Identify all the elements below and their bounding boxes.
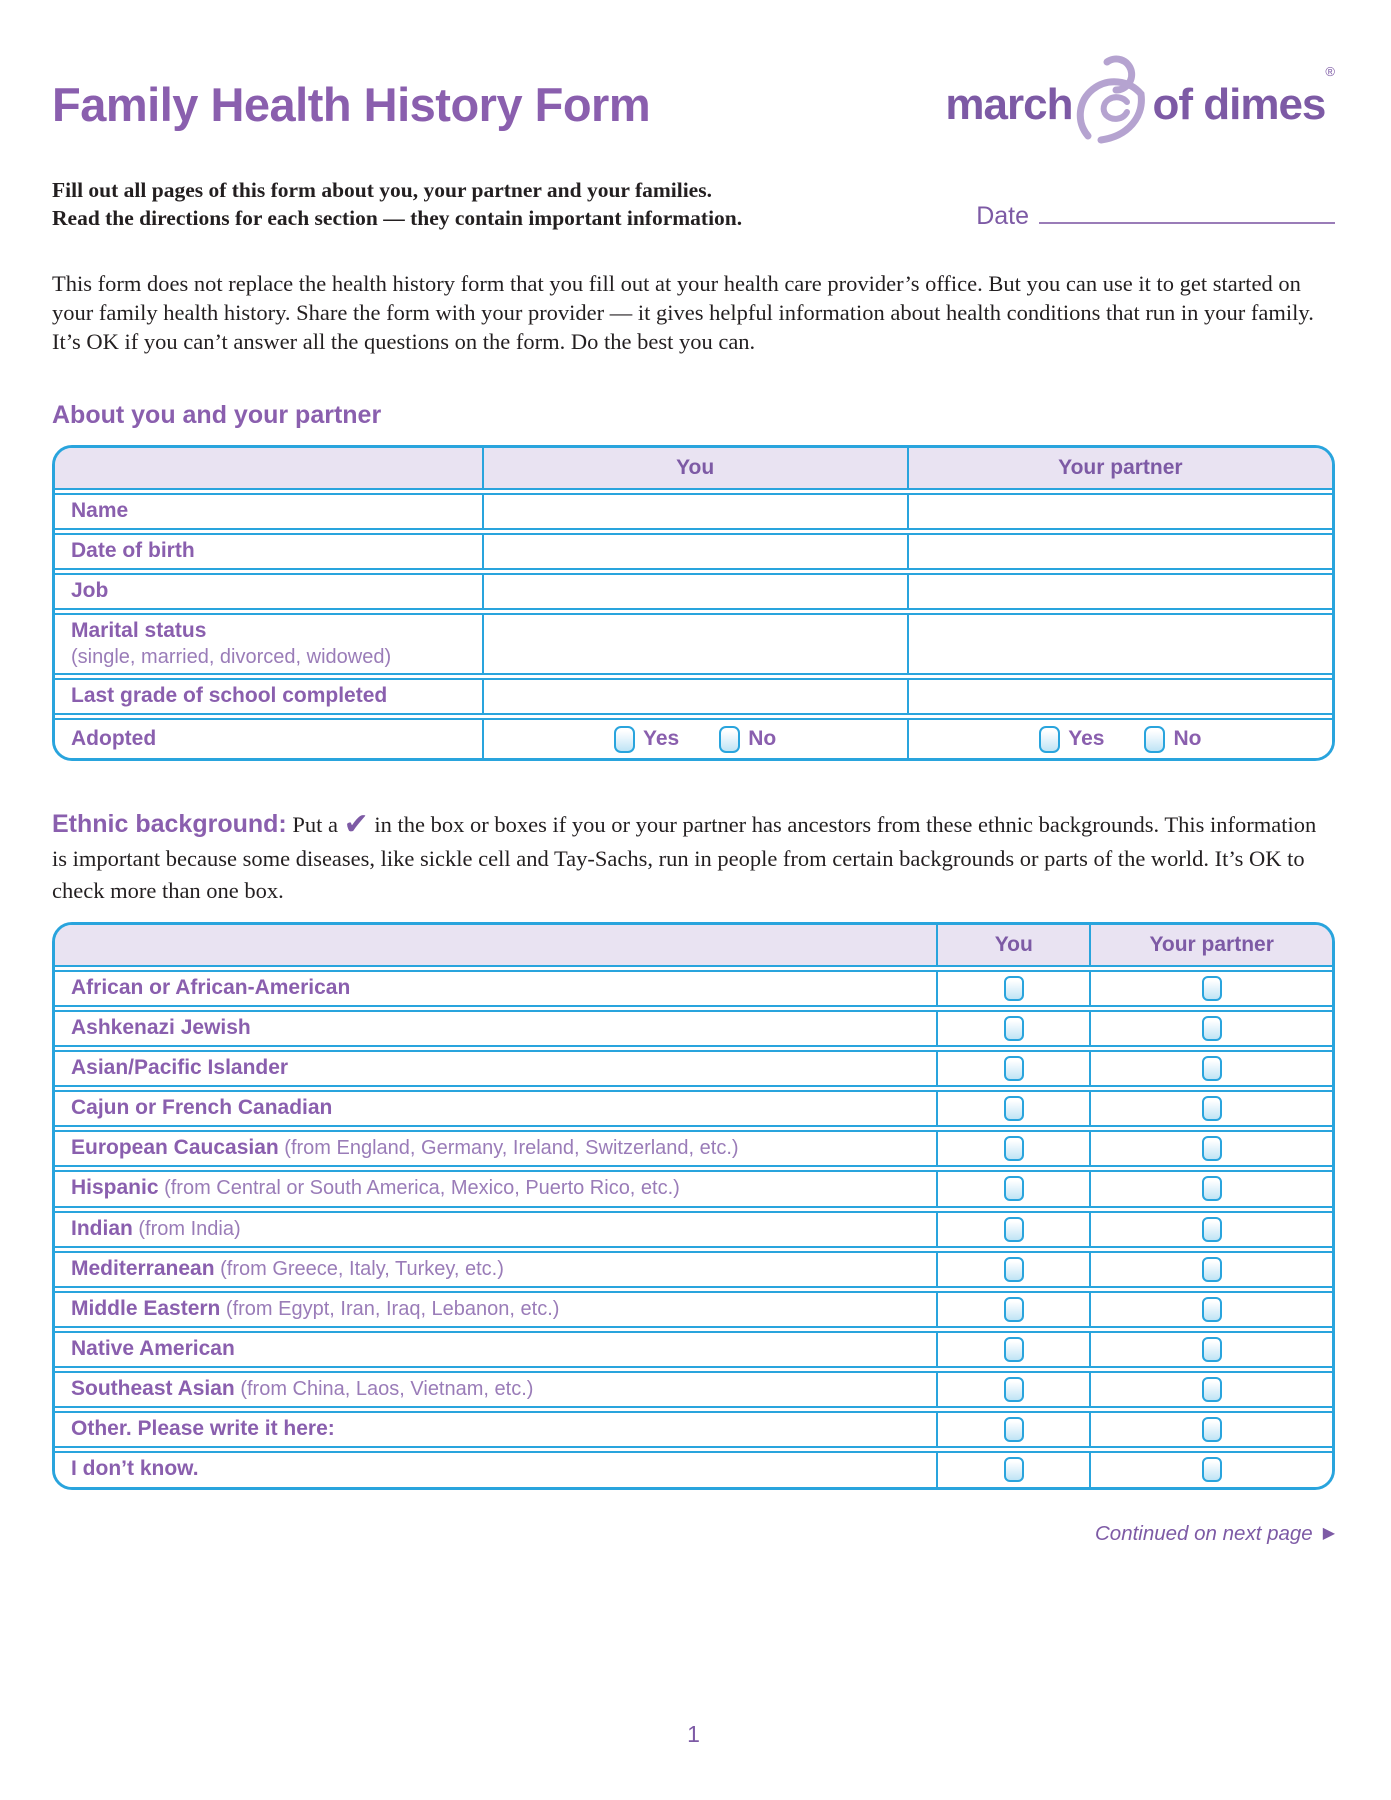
cajun-or-french-canadian-you-checkbox[interactable] — [1004, 1096, 1024, 1121]
ethnic-row-label-cell — [55, 1333, 936, 1366]
ashkenazi-jewish-partner-checkbox[interactable] — [1202, 1016, 1222, 1041]
native-american-partner-cell — [1089, 1333, 1332, 1366]
row-detail: (from India) — [132, 1217, 241, 1240]
adopted-you-no-checkbox[interactable] — [719, 726, 740, 753]
ethnic-header-you: You — [936, 925, 1089, 965]
adopted-partner-yes-option — [1039, 726, 1104, 753]
i-don-t-know-partner-cell — [1089, 1453, 1332, 1486]
about-header-your-partner: Your partner — [907, 448, 1332, 488]
ethnic-row-label-cell — [55, 1253, 936, 1286]
adopted-you-yes-checkbox[interactable] — [614, 726, 635, 753]
checkmark-icon: ✔ — [343, 807, 369, 843]
row-label: Last grade of school completed — [71, 684, 388, 708]
ethnic-row-label-cell — [55, 1132, 936, 1165]
ethnic-row-african-or-african-american — [55, 970, 1332, 1007]
job-partner-entry[interactable] — [907, 575, 1332, 608]
row-label: Name — [71, 498, 129, 522]
adopted-partner-yes-checkbox[interactable] — [1039, 726, 1060, 753]
southeast-asian-partner-checkbox[interactable] — [1202, 1377, 1222, 1402]
about-row-date-of-birth — [55, 533, 1332, 570]
row-label: Cajun or French Canadian — [71, 1096, 333, 1120]
ethnic-row-native-american — [55, 1331, 1332, 1368]
asian-pacific-islander-you-checkbox[interactable] — [1004, 1056, 1024, 1081]
european-caucasian-partner-checkbox[interactable] — [1202, 1136, 1222, 1161]
ashkenazi-jewish-you-cell — [936, 1012, 1089, 1045]
southeast-asian-you-checkbox[interactable] — [1004, 1377, 1024, 1402]
mediterranean-you-checkbox[interactable] — [1004, 1257, 1024, 1282]
section-heading-about: About you and your partner — [52, 400, 382, 429]
name-you-entry[interactable] — [482, 495, 907, 528]
row-label: Native American — [71, 1336, 235, 1360]
row-label: African or African-American — [71, 975, 351, 999]
cajun-or-french-canadian-partner-checkbox[interactable] — [1202, 1096, 1222, 1121]
i-don-t-know-you-cell — [936, 1453, 1089, 1486]
date-of-birth-partner-entry[interactable] — [907, 535, 1332, 568]
row-label: Marital status — [71, 619, 207, 643]
logo-word-of-dimes: of dimes — [1152, 79, 1326, 129]
ethnic-row-label-cell — [55, 1052, 936, 1085]
ethnic-row-indian — [55, 1211, 1332, 1248]
hispanic-partner-checkbox[interactable] — [1202, 1176, 1222, 1201]
ethnic-row-southeast-asian — [55, 1371, 1332, 1408]
mediterranean-partner-checkbox[interactable] — [1202, 1257, 1222, 1282]
middle-eastern-partner-checkbox[interactable] — [1202, 1297, 1222, 1322]
intro-instructions — [52, 177, 742, 233]
ethnic-row-middle-eastern — [55, 1291, 1332, 1328]
adopted-you-no-option — [719, 726, 776, 753]
checkbox-label: Yes — [643, 727, 680, 751]
asian-pacific-islander-partner-checkbox[interactable] — [1202, 1056, 1222, 1081]
adopted-you-options — [482, 720, 907, 758]
ethnic-row-i-don-t-know — [55, 1451, 1332, 1486]
southeast-asian-partner-cell — [1089, 1373, 1332, 1406]
ethnic-row-ashkenazi-jewish — [55, 1010, 1332, 1047]
european-caucasian-you-cell — [936, 1132, 1089, 1165]
row-detail: (from England, Germany, Ireland, Switzerland, etc.) — [278, 1137, 739, 1160]
row-label: Date of birth — [71, 538, 195, 562]
hispanic-partner-cell — [1089, 1172, 1332, 1205]
african-or-african-american-partner-cell — [1089, 972, 1332, 1005]
southeast-asian-you-cell — [936, 1373, 1089, 1406]
row-label: I don’t know. — [71, 1457, 199, 1481]
checkbox-label: Yes — [1068, 727, 1105, 751]
marital-status-partner-entry[interactable] — [907, 615, 1332, 673]
row-label: Job — [71, 578, 109, 602]
indian-you-checkbox[interactable] — [1004, 1217, 1024, 1242]
ethnic-table-header-row — [55, 925, 1332, 967]
name-partner-entry[interactable] — [907, 495, 1332, 528]
ashkenazi-jewish-partner-cell — [1089, 1012, 1332, 1045]
about-row-last-grade-of-school-completed — [55, 678, 1332, 715]
about-table-header-row — [55, 448, 1332, 490]
ethnic-row-label-cell — [55, 972, 936, 1005]
african-or-african-american-you-cell — [936, 972, 1089, 1005]
ethnic-background-table — [52, 922, 1335, 1490]
row-label: Mediterranean — [71, 1256, 215, 1280]
mother-baby-icon — [1074, 50, 1150, 151]
indian-you-cell — [936, 1213, 1089, 1246]
continued-note — [52, 1522, 1335, 1546]
i-don-t-know-partner-checkbox[interactable] — [1202, 1457, 1222, 1482]
last-grade-of-school-completed-partner-entry[interactable] — [907, 680, 1332, 713]
row-label: Indian — [71, 1216, 133, 1240]
native-american-you-checkbox[interactable] — [1004, 1337, 1024, 1362]
adopted-partner-no-option — [1144, 726, 1201, 753]
row-label: Southeast Asian — [71, 1377, 235, 1401]
march-of-dimes-logo — [945, 54, 1335, 155]
about-row-job — [55, 573, 1332, 610]
adopted-you-yes-option — [614, 726, 679, 753]
row-label: Ashkenazi Jewish — [71, 1015, 251, 1039]
date-label: Date — [976, 201, 1029, 230]
other-please-write-it-here-partner-checkbox[interactable] — [1202, 1417, 1222, 1442]
ethnic-intro — [52, 807, 1335, 906]
european-caucasian-you-checkbox[interactable] — [1004, 1136, 1024, 1161]
ethnic-instr-before: Put a — [292, 812, 338, 838]
row-label: European Caucasian — [71, 1136, 279, 1160]
middle-eastern-you-cell — [936, 1293, 1089, 1326]
ethnic-row-label-cell — [55, 1373, 936, 1406]
row-label: Other. Please write it here: — [71, 1417, 335, 1441]
about-row-label-cell — [55, 575, 482, 608]
checkbox-label: No — [748, 727, 777, 751]
row-label: Asian/Pacific Islander — [71, 1055, 289, 1079]
continued-text: Continued on next page — [1094, 1521, 1313, 1545]
intro-line-2: Read the directions for each section — they contain important information. — [52, 205, 743, 230]
intro-paragraph: This form does not replace the health history form that you fill out at your health care provider’s office. But you can use it to get started on your family health history. Share the form with your provider — it gives helpful information about health conditions that run in your family. It’s OK if you can’t answer all the questions on the form. Do the best you can. — [52, 270, 1314, 355]
about-row-label-cell — [55, 720, 482, 758]
intro-line-1: Fill out all pages of this form about you, your partner and your families. — [52, 178, 712, 202]
about-row-marital-status — [55, 613, 1332, 675]
intro-row — [52, 177, 1335, 233]
date-field — [976, 200, 1335, 231]
ethnic-row-european-caucasian — [55, 1130, 1332, 1167]
adopted-partner-options — [907, 720, 1332, 758]
about-row-label-cell — [55, 680, 482, 713]
middle-eastern-partner-cell — [1089, 1293, 1332, 1326]
i-don-t-know-you-checkbox[interactable] — [1004, 1457, 1024, 1482]
ethnic-header-empty-cell — [55, 925, 936, 965]
mediterranean-you-cell — [936, 1253, 1089, 1286]
ethnic-row-hispanic — [55, 1170, 1332, 1207]
row-sublabel: (single, married, divorced, widowed) — [71, 646, 392, 669]
row-label: Hispanic — [71, 1176, 159, 1200]
mediterranean-partner-cell — [1089, 1253, 1332, 1286]
ethnic-row-label-cell — [55, 1092, 936, 1125]
checkbox-label: No — [1173, 727, 1202, 751]
about-row-adopted — [55, 718, 1332, 758]
ethnic-row-label-cell — [55, 1012, 936, 1045]
other-please-write-it-here-partner-cell — [1089, 1413, 1332, 1446]
job-you-entry[interactable] — [482, 575, 907, 608]
date-input-line[interactable] — [1039, 200, 1335, 224]
about-row-name — [55, 493, 1332, 530]
about-header-you: You — [482, 448, 907, 488]
about-header-empty-cell — [55, 448, 482, 488]
adopted-partner-no-checkbox[interactable] — [1144, 726, 1165, 753]
native-american-you-cell — [936, 1333, 1089, 1366]
hispanic-you-cell — [936, 1172, 1089, 1205]
about-row-label-cell — [55, 615, 482, 673]
cajun-or-french-canadian-partner-cell — [1089, 1092, 1332, 1125]
other-please-write-it-here-you-cell — [936, 1413, 1089, 1446]
ethnic-row-label-cell — [55, 1413, 936, 1446]
ethnic-header-your-partner: Your partner — [1089, 925, 1332, 965]
indian-partner-cell — [1089, 1213, 1332, 1246]
ethnic-row-label-cell — [55, 1172, 936, 1205]
row-label: Adopted — [71, 726, 157, 750]
about-row-label-cell — [55, 535, 482, 568]
middle-eastern-you-checkbox[interactable] — [1004, 1297, 1024, 1322]
page-title: Family Health History Form — [52, 77, 651, 131]
european-caucasian-partner-cell — [1089, 1132, 1332, 1165]
last-grade-of-school-completed-you-entry[interactable] — [482, 680, 907, 713]
asian-pacific-islander-you-cell — [936, 1052, 1089, 1085]
marital-status-you-entry[interactable] — [482, 615, 907, 673]
row-detail: (from Central or South America, Mexico, Puerto Rico, etc.) — [158, 1177, 680, 1200]
ethnic-row-label-cell — [55, 1453, 936, 1486]
section-heading-ethnic: Ethnic background: — [52, 810, 287, 839]
ethnic-row-asian-pacific-islander — [55, 1050, 1332, 1087]
other-please-write-it-here-you-checkbox[interactable] — [1004, 1417, 1024, 1442]
hispanic-you-checkbox[interactable] — [1004, 1176, 1024, 1201]
ethnic-row-mediterranean — [55, 1251, 1332, 1288]
ethnic-row-other-please-write-it-here — [55, 1411, 1332, 1448]
ethnic-row-cajun-or-french-canadian — [55, 1090, 1332, 1127]
masthead — [52, 54, 1335, 155]
date-of-birth-you-entry[interactable] — [482, 535, 907, 568]
row-label: Middle Eastern — [71, 1296, 221, 1320]
ethnic-row-label-cell — [55, 1293, 936, 1326]
ashkenazi-jewish-you-checkbox[interactable] — [1004, 1016, 1024, 1041]
native-american-partner-checkbox[interactable] — [1202, 1337, 1222, 1362]
row-detail: (from China, Laos, Vietnam, etc.) — [234, 1378, 534, 1401]
logo-word-march: march — [945, 79, 1073, 129]
cajun-or-french-canadian-you-cell — [936, 1092, 1089, 1125]
indian-partner-checkbox[interactable] — [1202, 1217, 1222, 1242]
page-number: 1 — [687, 1721, 700, 1747]
about-row-label-cell — [55, 495, 482, 528]
row-detail: (from Egypt, Iran, Iraq, Lebanon, etc.) — [220, 1297, 560, 1320]
asian-pacific-islander-partner-cell — [1089, 1052, 1332, 1085]
registered-mark: ® — [1325, 64, 1335, 79]
about-you-partner-table — [52, 445, 1335, 762]
next-page-arrow-icon: ▶ — [1322, 1524, 1335, 1542]
row-detail: (from Greece, Italy, Turkey, etc.) — [214, 1257, 504, 1280]
african-or-african-american-you-checkbox[interactable] — [1004, 976, 1024, 1001]
ethnic-row-label-cell — [55, 1213, 936, 1246]
african-or-african-american-partner-checkbox[interactable] — [1202, 976, 1222, 1001]
ethnic-instr-after: in the box or boxes if you or your partner has ancestors from these ethnic backgrounds. This information is important because some diseases, like sickle cell and Tay-Sachs, run in people from certain backgrounds or parts of the world. It’s OK to check more than one box. — [52, 812, 1317, 903]
